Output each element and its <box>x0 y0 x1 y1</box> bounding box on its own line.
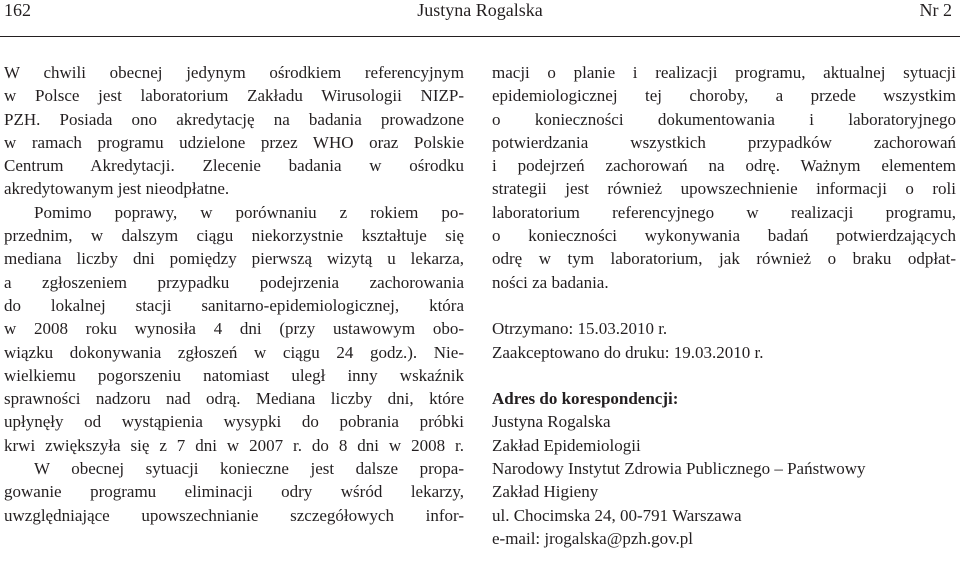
correspondence-email: e-mail: jrogalska@pzh.gov.pl <box>492 528 694 548</box>
text-line: upłynęły od wystąpienia wysypki do pobrania próbki <box>4 412 464 432</box>
text-line: odrę w tym laboratorium, jak również o braku odpłat- <box>492 249 956 269</box>
received-date: Otrzymano: 15.03.2010 r. <box>492 319 668 339</box>
text-line: a zgłoszeniem przypadku podejrzenia zachorowania <box>4 272 464 292</box>
text-line: o konieczności wykonywania badań potwierdzających <box>492 226 956 246</box>
correspondence-line: Justyna Rogalska <box>492 412 611 432</box>
text-line: akredytowanym jest nieodpłatne. <box>4 179 230 199</box>
text-line: krwi zwiększyła się z 7 dni w 2007 r. do 8 dni w 2008 r. <box>4 435 464 455</box>
text-line: wielkiemu pogorszeniu natomiast uległ inny wskaźnik <box>4 365 464 385</box>
text-line: potwierdzania wszystkich przypadków zachorowań <box>492 132 956 152</box>
text-line: epidemiologicznej tej choroby, a przede wszystkim <box>492 86 956 106</box>
text-line: i podejrzeń zachorowań na odrę. Ważnym elementem <box>492 156 956 176</box>
text-line: PZH. Posiada ono akredytację na badania prowadzone <box>4 109 464 129</box>
running-header-author: Justyna Rogalska <box>417 0 543 20</box>
text-line: uwzględniające upowszechnianie szczegółowych infor- <box>4 505 464 525</box>
correspondence-line: Narodowy Instytut Zdrowia Publicznego – Państwowy <box>492 459 866 479</box>
text-line: ności za badania. <box>492 272 609 292</box>
text-line: Centrum Akredytacji. Zlecenie badania w ośrodku <box>4 156 464 176</box>
text-line: w 2008 roku wynosiła 4 dni (przy ustawowym obo- <box>4 319 464 339</box>
text-line: W obecnej sytuacji konieczne jest dalsze propa- <box>34 459 464 479</box>
correspondence-line: Zakład Epidemiologii <box>492 435 641 455</box>
text-line: do lokalnej stacji sanitarno-epidemiologicznej, która <box>4 295 464 315</box>
header-rule <box>0 36 960 37</box>
page-number: 162 <box>4 0 31 20</box>
text-line: przednim, w dalszym ciągu niekorzystnie kształtuje się <box>4 226 464 246</box>
text-line: gowanie programu eliminacji odry wśród lekarzy, <box>4 482 464 502</box>
text-line: strategii jest również upowszechnienie informacji o roli <box>492 179 956 199</box>
right-column <box>492 61 956 550</box>
text-line: Pomimo poprawy, w porównaniu z rokiem po- <box>34 202 464 222</box>
text-line: macji o planie i realizacji programu, aktualnej sytuacji <box>492 63 956 82</box>
correspondence-line: ul. Chocimska 24, 00-791 Warszawa <box>492 505 742 525</box>
text-line: w ramach programu udzielone przez WHO oraz Polskie <box>4 132 464 152</box>
accepted-date: Zaakceptowano do druku: 19.03.2010 r. <box>492 342 764 362</box>
text-line: sprawności nadzoru nad odrą. Mediana liczby dni, które <box>4 389 464 409</box>
left-column <box>4 61 464 527</box>
text-line: wiązku dokonywania zgłoszeń w ciągu 24 godz.). Nie- <box>4 342 464 362</box>
text-line: W chwili obecnej jedynym ośrodkiem referencyjnym <box>4 63 464 82</box>
text-line: mediana liczby dni pomiędzy pierwszą wizytą u lekarza, <box>4 249 464 269</box>
text-line: w Polsce jest laboratorium Zakładu Wirusologii NIZP- <box>4 86 464 106</box>
correspondence-heading: Adres do korespondencji: <box>492 389 679 409</box>
text-line: laboratorium referencyjnego w realizacji programu, <box>492 202 956 222</box>
correspondence-line: Zakład Higieny <box>492 482 599 502</box>
text-line: o konieczności dokumentowania i laboratoryjnego <box>492 109 956 129</box>
issue-number: Nr 2 <box>919 0 952 20</box>
